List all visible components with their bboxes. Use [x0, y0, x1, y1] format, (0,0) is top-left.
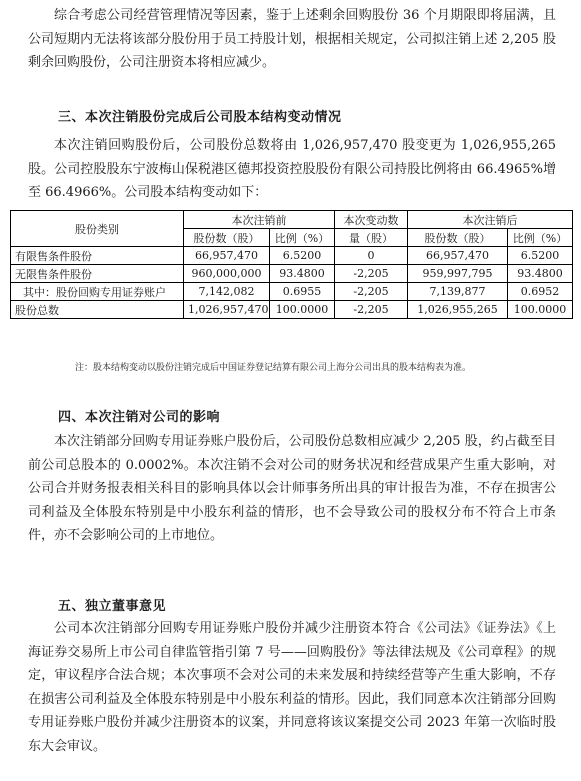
intro-paragraph: 综合考虑公司经营管理情况等因素，鉴于上述剩余回购股份 36 个月期限即将届满，且公司短期内无法将该部分股份用于员工持股计划，根据相关规定，公司拟注销上述 2,205 股剩余回购股份，公司注册资本将相应减少。 — [28, 8, 556, 70]
after-shares: 7,139,877 — [408, 283, 508, 301]
section-3-paragraph: 本次注销回购股份后，公司股份总数将由 1,026,957,470 股变更为 1,026,955,265 股。公司控股股东宁波梅山保税港区德邦投资控股股份有限公司持股比例将由 66.4965%增至 66.4966%。公司股本结构变动如下： — [28, 138, 556, 200]
section-5-paragraph: 公司本次注销部分回购专用证券账户股份并减少注册资本符合《公司法》《证券法》《上海证券交易所上市公司自律监管指引第 7 号——回购股份》等法律法规及《公司章程》的规定，审议程序合法合规；本次事项不会对公司的未来发展和持续经营等产生重大影响，不存在损害公司利益及全体股东特别是中小股东利益的情形。因此，我们同意本次注销部分回购专用证券账户股份并减少注册资本的议案，并同意将该议案提交公司 2023 年第一次临时股东大会审议。 — [28, 621, 556, 754]
header-change-line2: 量（股） — [335, 229, 408, 247]
section-4-paragraph: 本次注销部分回购专用证券账户股份后，公司股份总数相应减少 2,205 股，约占截至目前公司总股本的 0.0002%。本次注销不会对公司的财务状况和经营成果产生重大影响，对公司合并财务报表相关科目的影响具体以会计师事务所出具的审计报告为准，不存在损害公司利益及全体股东特别是中小股东利益的情形，也不会导致公司的股权分布不符合上市条件，亦不会影响公司的上市地位。 — [28, 434, 556, 543]
table-header-row — [11, 211, 573, 229]
change: -2,205 — [335, 301, 408, 319]
share-structure-table — [10, 210, 573, 319]
before-shares: 66,957,470 — [184, 247, 270, 265]
after-shares: 66,957,470 — [408, 247, 508, 265]
table-row — [11, 283, 573, 301]
section-5-heading: 五、独立董事意见 — [58, 599, 167, 614]
row-label: 无限售条件股份 — [11, 265, 184, 283]
table-note: 注：股本结构变动以股份注销完成后中国证券登记结算有限公司上海分公司出具的股本结构表为准。 — [75, 363, 472, 373]
before-shares: 7,142,082 — [184, 283, 270, 301]
before-ratio: 6.5200 — [270, 247, 335, 265]
change: 0 — [335, 247, 408, 265]
after-shares: 959,997,795 — [408, 265, 508, 283]
after-ratio: 100.0000 — [508, 301, 573, 319]
after-ratio: 0.6952 — [508, 283, 573, 301]
row-label: 有限售条件股份 — [11, 247, 184, 265]
after-ratio: 93.4800 — [508, 265, 573, 283]
row-label: 其中：股份回购专用证券账户 — [11, 283, 184, 301]
row-label: 股份总数 — [11, 301, 184, 319]
change: -2,205 — [335, 265, 408, 283]
before-ratio: 100.0000 — [270, 301, 335, 319]
after-shares: 1,026,955,265 — [408, 301, 508, 319]
before-ratio: 93.4800 — [270, 265, 335, 283]
header-after-ratio: 比例（%） — [508, 229, 573, 247]
table-row — [11, 265, 573, 283]
table-row — [11, 247, 573, 265]
before-ratio: 0.6955 — [270, 283, 335, 301]
table-row — [11, 301, 573, 319]
section-4-heading: 四、本次注销对公司的影响 — [58, 410, 221, 425]
after-ratio: 6.5200 — [508, 247, 573, 265]
before-shares: 960,000,000 — [184, 265, 270, 283]
header-after: 本次注销后 — [408, 211, 573, 229]
header-before-ratio: 比例（%） — [270, 229, 335, 247]
header-change-line1: 本次变动数 — [335, 211, 408, 229]
header-after-shares: 股份数（股） — [408, 229, 508, 247]
header-before: 本次注销前 — [184, 211, 335, 229]
before-shares: 1,026,957,470 — [184, 301, 270, 319]
header-before-shares: 股份数（股） — [184, 229, 270, 247]
section-3-heading: 三、本次注销股份完成后公司股本结构变动情况 — [58, 110, 342, 125]
header-category: 股份类别 — [11, 211, 184, 247]
change: -2,205 — [335, 283, 408, 301]
